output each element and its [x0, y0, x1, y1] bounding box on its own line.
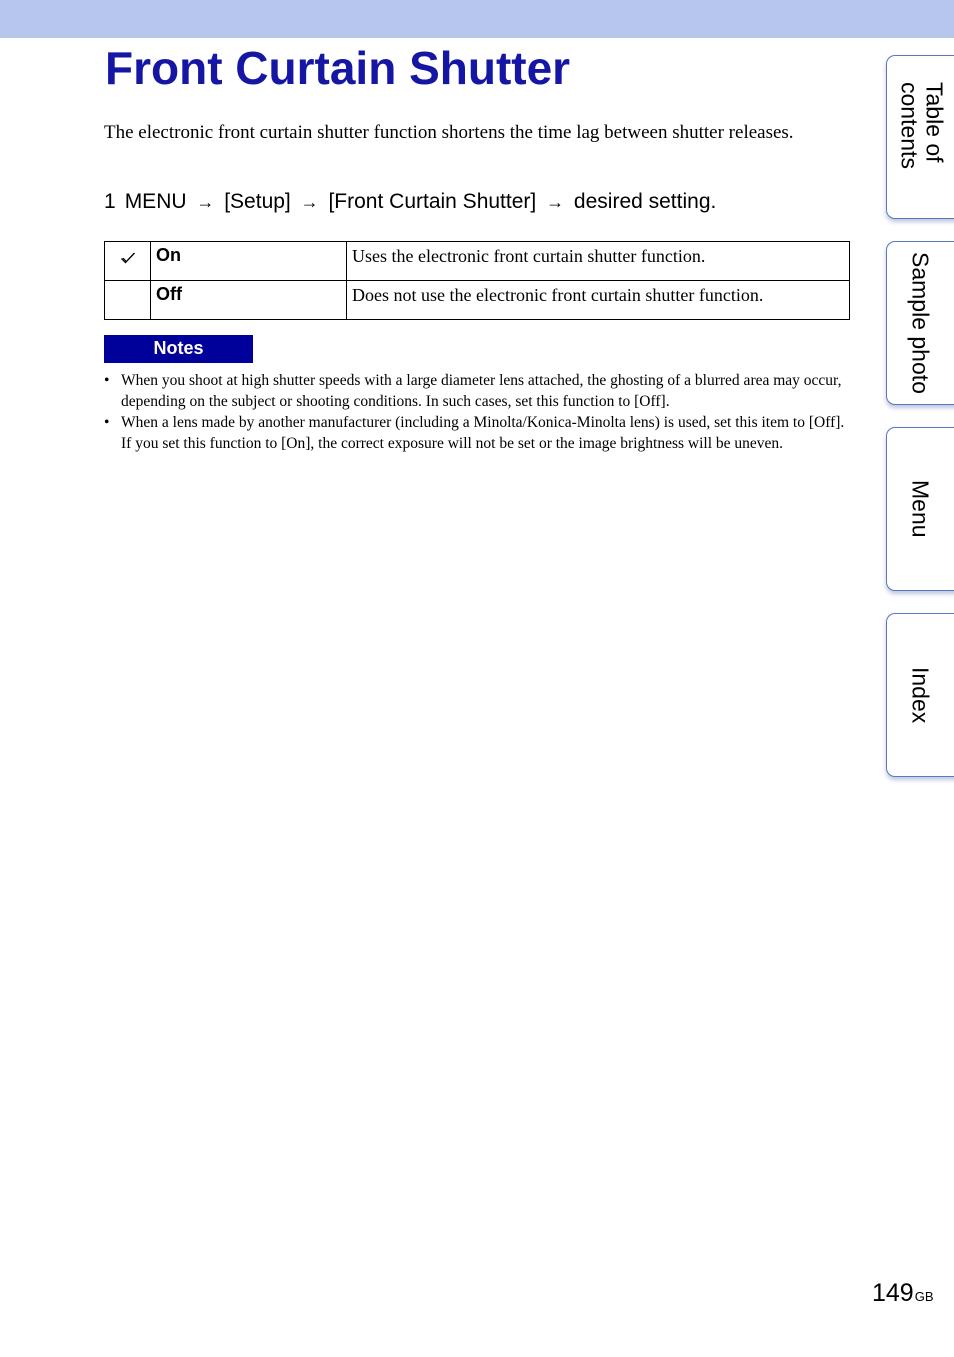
- arrow-icon: →: [196, 192, 215, 212]
- step-menu: MENU: [124, 190, 187, 213]
- tab-label: Menu: [907, 480, 934, 538]
- intro-paragraph: The electronic front curtain shutter function shortens the time lag between shutter releases.: [104, 122, 794, 143]
- tab-label: Table of contents: [896, 82, 948, 169]
- tab-sample-photo[interactable]: [886, 241, 954, 405]
- default-marker-cell: [105, 242, 151, 281]
- tab-index[interactable]: [886, 613, 954, 777]
- default-marker-cell: [105, 281, 151, 320]
- note-item: • When you shoot at high shutter speeds with a large diameter lens attached, the ghosting of a blurred area may occur, depending on the subject or shooting conditions. In such cases, set this function to [Off].: [104, 370, 850, 412]
- setting-row-off: [105, 281, 850, 320]
- settings-table: [104, 241, 850, 320]
- checkmark-icon: [120, 251, 136, 270]
- arrow-icon: →: [300, 192, 319, 212]
- step-desired-setting: desired setting.: [573, 190, 717, 213]
- page-title: Front Curtain Shutter: [105, 42, 571, 94]
- setting-row-on: [105, 242, 850, 281]
- setting-description: Uses the electronic front curtain shutter function.: [347, 242, 850, 281]
- header-band: [0, 0, 954, 38]
- setting-name: Off: [151, 281, 347, 320]
- note-item: • When a lens made by another manufacturer (including a Minolta/Konica-Minolta lens) is used, set this item to [Off]. If you set this function to [On], the correct exposure will not be set or the image brightness will be uneven.: [104, 412, 850, 454]
- page-number-value: 149: [872, 1279, 914, 1307]
- notes-list: [104, 370, 850, 454]
- setting-name: On: [151, 242, 347, 281]
- tab-menu[interactable]: [886, 427, 954, 591]
- arrow-icon: →: [546, 192, 565, 212]
- page-number-suffix: GB: [914, 1289, 934, 1304]
- menu-step: [104, 187, 716, 217]
- tab-label: Index: [907, 666, 934, 724]
- step-number: 1: [104, 190, 116, 213]
- tab-label: Sample photo: [907, 252, 934, 394]
- step-front-curtain-shutter: [Front Curtain Shutter]: [328, 190, 537, 213]
- setting-description: Does not use the electronic front curtain shutter function.: [347, 281, 850, 320]
- page-number: [872, 1276, 934, 1310]
- tab-table-of-contents[interactable]: [886, 55, 954, 219]
- notes-label: Notes: [104, 335, 253, 363]
- step-setup: [Setup]: [224, 190, 291, 213]
